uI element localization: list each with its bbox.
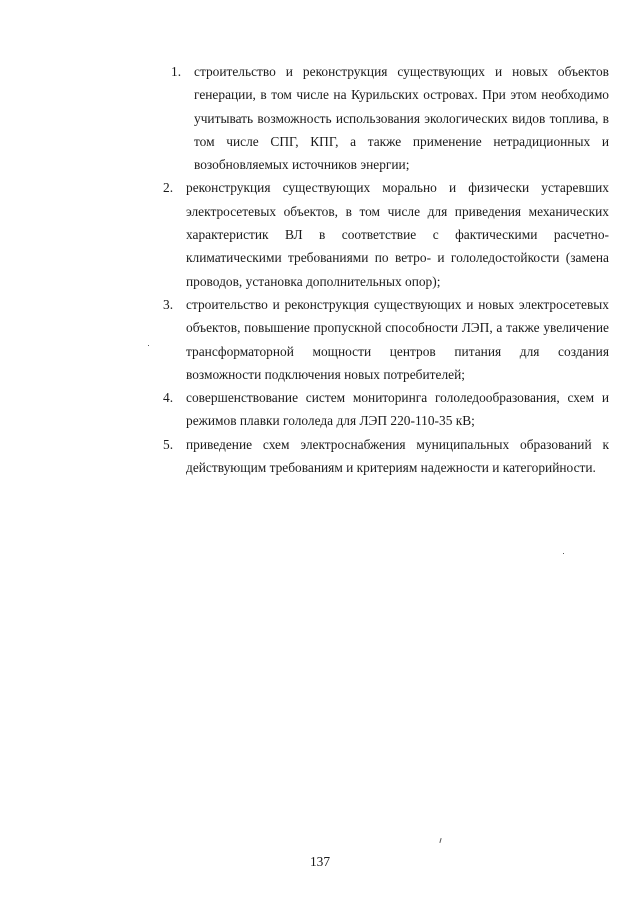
- page-number: 137: [309, 854, 331, 869]
- list-item: [163, 176, 609, 292]
- scan-speck: [563, 553, 564, 554]
- list-item: [163, 433, 609, 480]
- list-item: [163, 60, 609, 176]
- scan-speck: [148, 345, 149, 346]
- list-item-number: 3.: [163, 296, 174, 312]
- list-item-text: строительство и реконструкция существующих и новых электросетевых объектов, повышение пропускной способности ЛЭП, а также увеличение трансформаторной мощности центров питания для создания возможности подключения новых потребителей;: [186, 296, 609, 382]
- list-item: [163, 386, 609, 433]
- scan-speck: [439, 838, 441, 843]
- list-item-text: приведение схем электроснабжения муниципальных образований к действующим требованиям и критериям надежности и категорийности.: [186, 436, 609, 476]
- list-item: [163, 293, 609, 386]
- list-item-text: совершенствование систем мониторинга гололедообразования, схем и режимов плавки гололеда для ЛЭП 220-110-35 кВ;: [186, 390, 609, 429]
- list-item-number: 2.: [163, 180, 174, 196]
- list-item-text: строительство и реконструкция существующих и новых объектов генерации, в том числе на Курильских островах. При этом необходимо учитывать возможность использования экологических видов топлива, в том числе СПГ, КПГ, а также применение нетрадиционных и возобновляемых источников энергии;: [194, 64, 609, 173]
- list-item-number: 5.: [163, 436, 174, 452]
- list-item-number: 1.: [171, 64, 182, 79]
- list-item-text: реконструкция существующих морально и физически устаревших электросетевых объектов, в том числе для приведения механических характеристик ВЛ в соответствие с фактическими расчетно-климатическими требованиями по ветро- и гололедостойкости (замена проводов, установка дополнительных опор);: [186, 180, 609, 289]
- numbered-list: [163, 60, 609, 479]
- list-item-number: 4.: [163, 390, 174, 406]
